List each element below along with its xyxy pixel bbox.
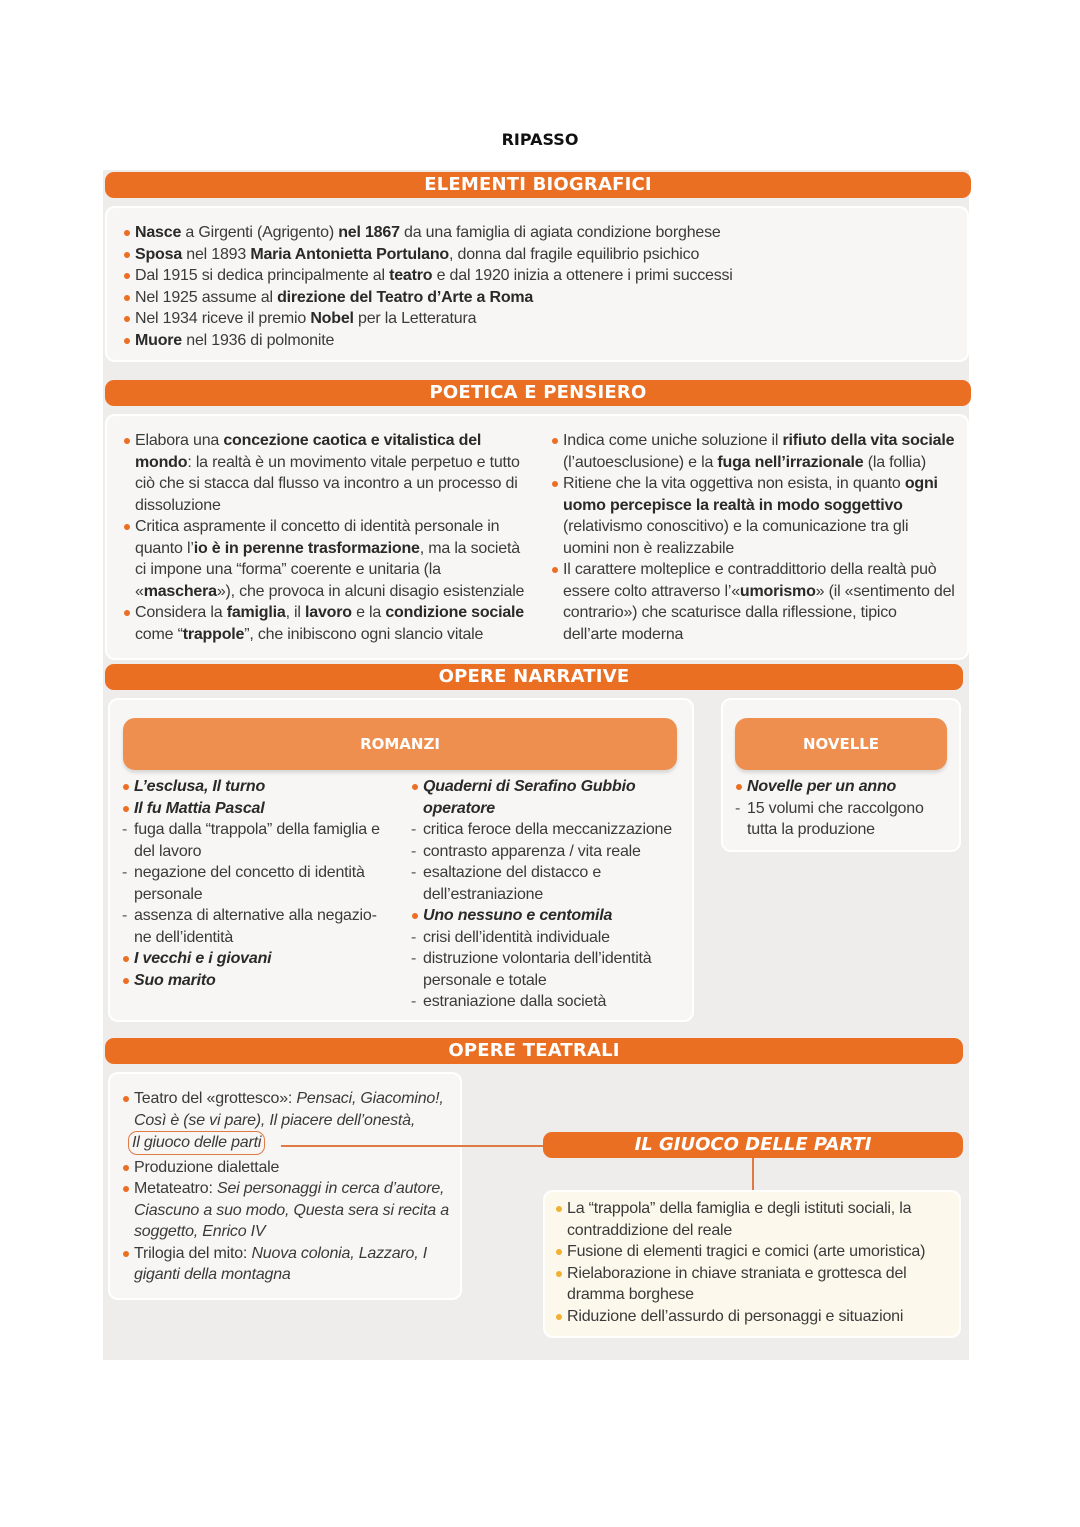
- list-item: L’esclusa, Il turno: [122, 776, 392, 798]
- bio-panel: [105, 206, 969, 362]
- romanzi-header: ROMANZI: [123, 718, 677, 770]
- list-item: Fusione di elementi tragici e comici (arte umoristica): [555, 1241, 957, 1263]
- list-item: Nel 1925 assume al direzione del Teatro d’Arte a Roma: [123, 287, 953, 309]
- novelle-header: NOVELLE: [735, 718, 947, 770]
- list-item: - 15 volumi che raccolgono tutta la produzione: [735, 798, 955, 841]
- section-header-poetica: POETICA E PENSIERO: [105, 380, 971, 406]
- teatrali-panel: [108, 1072, 462, 1300]
- list-item: Nel 1934 riceve il premio Nobel per la Letteratura: [123, 308, 953, 330]
- list-item: Uno nessuno e centomila: [411, 905, 681, 927]
- list-item: - assenza di alternative alla negazio-ne dell’identità: [122, 905, 392, 948]
- list-item: - crisi dell’identità individuale: [411, 927, 681, 949]
- section-header-bio: ELEMENTI BIOGRAFICI: [105, 172, 971, 198]
- list-item: Quaderni di Serafino Gubbio operatore: [411, 776, 681, 819]
- list-item: - critica feroce della meccanizzazione: [411, 819, 681, 841]
- list-item: - contrasto apparenza / vita reale: [411, 841, 681, 863]
- giuoco-header: IL GIUOCO DELLE PARTI: [543, 1132, 963, 1158]
- list-item: Trilogia del mito: Nuova colonia, Lazzaro, I giganti della montagna: [122, 1243, 456, 1286]
- list-item: - negazione del concetto di identità personale: [122, 862, 392, 905]
- list-item: Elabora una concezione caotica e vitalistica del mondo: la realtà è un movimento vitale perpetuo e tutto ciò che si stacca dal flusso va incontro a un processo di dissoluzione: [123, 430, 531, 516]
- giuoco-list: [555, 1198, 957, 1327]
- list-item: Novelle per un anno: [735, 776, 955, 798]
- summary-sheet: [103, 170, 969, 1360]
- list-item: - esaltazione del distacco e dell’estraniazione: [411, 862, 681, 905]
- giuoco-panel: [543, 1190, 961, 1338]
- novelle-panel: [721, 698, 961, 852]
- list-item: Suo marito: [122, 970, 392, 992]
- poetica-left-list: [123, 430, 531, 645]
- list-item: Ritiene che la vita oggettiva non esista, in quanto ogni uomo percepisce la realtà in modo soggettivo (relativismo conoscitivo) e la comunicazione tra gli uomini non è realizzabile: [551, 473, 955, 559]
- list-item: Produzione dialettale: [122, 1157, 456, 1179]
- romanzi-right-list: [411, 776, 681, 1013]
- list-item: - distruzione volontaria dell’identità personale e totale: [411, 948, 681, 991]
- list-item: Teatro del «grottesco»: Pensaci, Giacomino!, Così è (se vi pare), Il piacere dell’onestà, Il giuoco delle parti: [122, 1088, 456, 1155]
- section-header-narrative: OPERE NARRATIVE: [105, 664, 963, 690]
- list-item: Muore nel 1936 di polmonite: [123, 330, 953, 352]
- list-item: - fuga dalla “trappola” della famiglia e del lavoro: [122, 819, 392, 862]
- section-header-teatrali: OPERE TEATRALI: [105, 1038, 963, 1064]
- romanzi-left-list: [122, 776, 392, 991]
- list-item: Sposa nel 1893 Maria Antonietta Portulano, donna dal fragile equilibrio psichico: [123, 244, 953, 266]
- novelle-list: [735, 776, 955, 841]
- circled-title: Il giuoco delle parti: [128, 1131, 265, 1155]
- list-item: Dal 1915 si dedica principalmente al teatro e dal 1920 inizia a ottenere i primi successi: [123, 265, 953, 287]
- list-item: Il fu Mattia Pascal: [122, 798, 392, 820]
- poetica-panel: [105, 414, 969, 660]
- romanzi-panel: [108, 698, 694, 1022]
- list-item: - estraniazione dalla società: [411, 991, 681, 1013]
- list-item: Rielaborazione in chiave straniata e grottesca del dramma borghese: [555, 1263, 957, 1306]
- list-item: Critica aspramente il concetto di identità personale in quanto l’io è in perenne trasformazione, ma la società ci impone una “forma” coerente e unitaria (la «maschera»), che provoca in alcuni disagio esistenziale: [123, 516, 531, 602]
- list-item: Indica come uniche soluzione il rifiuto della vita sociale (l’autoesclusione) e la fuga nell’irrazionale (la follia): [551, 430, 955, 473]
- list-item: Riduzione dell’assurdo di personaggi e situazioni: [555, 1306, 957, 1328]
- page-title: RIPASSO: [501, 130, 579, 149]
- list-item: I vecchi e i giovani: [122, 948, 392, 970]
- connector-line: [281, 1145, 545, 1147]
- list-item: Il carattere molteplice e contraddittorio della realtà può essere colto attraverso l’«umorismo» (il «sentimento del contrario») che scaturisce dalla riflessione, tipico dell’arte moderna: [551, 559, 955, 645]
- connector-line: [752, 1158, 754, 1190]
- list-item: Metateatro: Sei personaggi in cerca d’autore, Ciascuno a suo modo, Questa sera si recita a soggetto, Enrico IV: [122, 1178, 456, 1243]
- bio-list: [123, 222, 953, 351]
- list-item: Nasce a Girgenti (Agrigento) nel 1867 da una famiglia di agiata condizione borghese: [123, 222, 953, 244]
- teatrali-list: [122, 1088, 456, 1286]
- list-item: La “trappola” della famiglia e degli istituti sociali, la contraddizione del reale: [555, 1198, 957, 1241]
- list-item: Considera la famiglia, il lavoro e la condizione sociale come “trappole”, che inibiscono ogni slancio vitale: [123, 602, 531, 645]
- poetica-right-list: [551, 430, 955, 645]
